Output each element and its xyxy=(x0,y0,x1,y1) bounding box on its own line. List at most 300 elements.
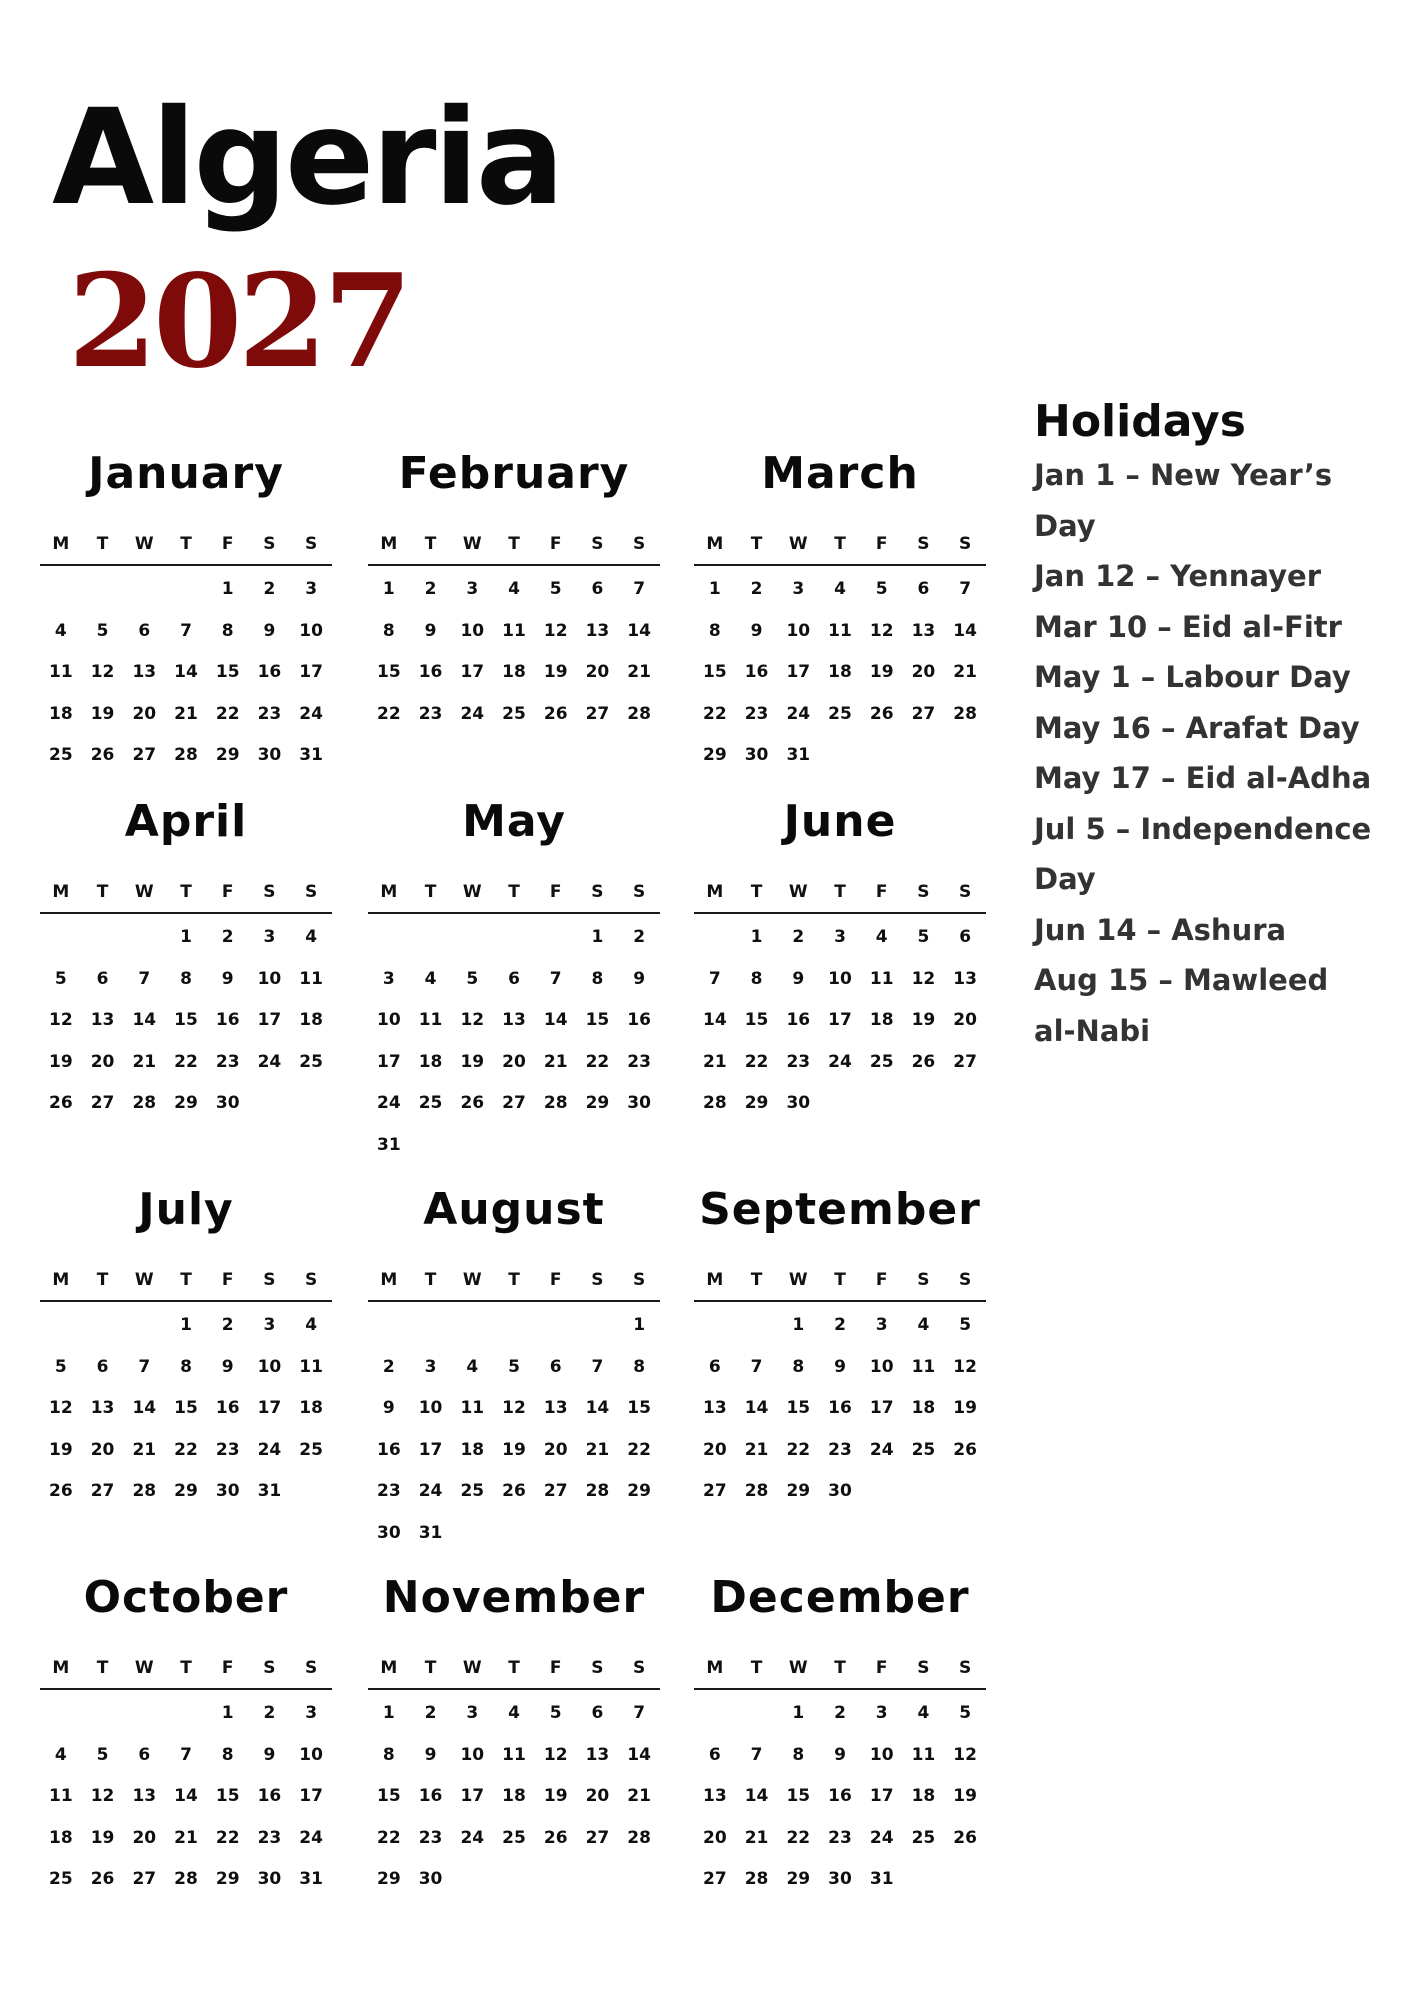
weekday-label: F xyxy=(875,882,888,902)
weekday-label: S xyxy=(263,882,276,902)
day-cell: 18 xyxy=(299,1010,323,1030)
day-cell: 14 xyxy=(543,1010,568,1030)
month-may xyxy=(368,796,660,1171)
weekday-label: S xyxy=(263,534,276,554)
day-cell: 5 xyxy=(549,1703,562,1723)
day-cell: 5 xyxy=(549,579,562,599)
day-cell: 31 xyxy=(869,1869,894,1889)
day-cell: 12 xyxy=(911,968,936,989)
day-cell: 22 xyxy=(744,1051,769,1072)
day-cell: 7 xyxy=(750,1356,763,1377)
holiday-list xyxy=(1034,450,1374,1056)
day-cell: 16 xyxy=(257,1786,282,1806)
day-cell: 6 xyxy=(959,927,972,947)
day-cell: 20 xyxy=(543,1439,568,1460)
weekday-header xyxy=(368,1658,660,1690)
day-cell: 10 xyxy=(828,968,852,989)
day-cell: 12 xyxy=(90,1786,115,1806)
empty-cell xyxy=(123,922,165,964)
day-cell: 24 xyxy=(257,1439,282,1460)
weekday-label: S xyxy=(917,1270,930,1290)
empty-cell xyxy=(82,1310,124,1352)
day-cell: 23 xyxy=(377,1481,401,1501)
day-cell: 6 xyxy=(508,968,520,989)
weekday-label: T xyxy=(424,1658,437,1678)
day-cell: 10 xyxy=(377,1010,401,1030)
empty-cell xyxy=(577,1310,619,1352)
day-cell: 18 xyxy=(299,1398,323,1418)
day-cell: 22 xyxy=(627,1439,651,1460)
day-cell: 19 xyxy=(953,1786,977,1806)
day-cell: 23 xyxy=(215,1051,240,1072)
day-cell: 21 xyxy=(174,1827,198,1848)
empty-cell xyxy=(82,922,124,964)
day-cell: 28 xyxy=(744,1481,769,1501)
day-cell: 14 xyxy=(627,620,651,641)
day-cell: 24 xyxy=(418,1481,443,1501)
weekday-header xyxy=(368,882,660,914)
weekday-label: W xyxy=(788,1658,808,1678)
month-title: July xyxy=(138,1184,234,1235)
weekday-label: S xyxy=(633,534,646,554)
day-grid xyxy=(368,1690,660,1906)
day-cell: 25 xyxy=(49,1869,73,1889)
day-cell: 22 xyxy=(786,1439,811,1460)
day-cell: 14 xyxy=(744,1786,769,1806)
day-cell: 17 xyxy=(869,1786,894,1806)
day-cell: 2 xyxy=(263,579,276,599)
weekday-label: W xyxy=(788,534,808,554)
day-cell: 5 xyxy=(875,579,888,599)
day-cell: 7 xyxy=(633,579,646,599)
day-cell: 16 xyxy=(257,662,282,682)
day-cell: 28 xyxy=(174,1869,198,1889)
day-cell: 12 xyxy=(49,1010,73,1030)
weekday-label: S xyxy=(263,1270,276,1290)
day-cell: 31 xyxy=(299,1869,323,1889)
day-cell: 14 xyxy=(174,662,198,682)
holiday-item: Aug 15 – Mawleed al-Nabi xyxy=(1034,963,1329,1048)
day-cell: 26 xyxy=(502,1481,526,1501)
day-cell: 5 xyxy=(508,1356,520,1377)
day-cell: 18 xyxy=(502,662,526,682)
weekday-label: S xyxy=(591,882,604,902)
day-cell: 17 xyxy=(786,662,811,682)
day-cell: 24 xyxy=(828,1051,852,1072)
day-cell: 14 xyxy=(627,1744,651,1765)
day-cell: 15 xyxy=(174,1398,198,1418)
day-cell: 2 xyxy=(750,579,763,599)
day-cell: 31 xyxy=(418,1522,443,1543)
weekday-label: M xyxy=(52,882,70,902)
weekday-label: F xyxy=(549,1270,562,1290)
weekday-label: S xyxy=(917,1658,930,1678)
weekday-label: T xyxy=(424,882,437,902)
day-cell: 11 xyxy=(502,1744,526,1765)
day-cell: 21 xyxy=(174,703,198,724)
day-cell: 27 xyxy=(585,1827,610,1848)
weekday-label: T xyxy=(180,534,192,554)
day-cell: 11 xyxy=(502,620,526,641)
day-cell: 13 xyxy=(953,968,977,989)
day-cell: 16 xyxy=(627,1010,651,1030)
day-cell: 9 xyxy=(263,1744,276,1765)
day-cell: 22 xyxy=(786,1827,811,1848)
day-cell: 1 xyxy=(221,579,234,599)
month-july xyxy=(40,1184,332,1518)
weekday-label: T xyxy=(834,534,846,554)
empty-cell xyxy=(40,1698,82,1740)
year-title: 2027 xyxy=(68,247,409,397)
day-cell: 4 xyxy=(54,620,67,641)
day-cell: 3 xyxy=(305,579,318,599)
day-cell: 11 xyxy=(911,1744,936,1765)
day-cell: 15 xyxy=(744,1010,769,1030)
day-cell: 7 xyxy=(180,1744,192,1765)
holiday-item: Jan 12 – Yennayer xyxy=(1034,559,1321,593)
empty-cell xyxy=(165,574,207,616)
day-cell: 1 xyxy=(633,1315,646,1335)
day-cell: 25 xyxy=(49,745,73,765)
day-cell: 4 xyxy=(834,579,846,599)
day-cell: 27 xyxy=(502,1093,526,1113)
month-april xyxy=(40,796,332,1130)
day-cell: 11 xyxy=(418,1010,443,1030)
weekday-label: T xyxy=(180,1270,192,1290)
day-cell: 1 xyxy=(591,927,604,947)
day-cell: 3 xyxy=(263,927,276,947)
day-cell: 18 xyxy=(869,1010,894,1030)
holiday-item: May 1 – Labour Day xyxy=(1034,660,1351,694)
day-cell: 17 xyxy=(460,1786,485,1806)
day-cell: 6 xyxy=(591,1703,604,1723)
day-cell: 26 xyxy=(869,703,894,724)
holiday-item: Jul 5 – Independence Day xyxy=(1034,811,1372,896)
day-cell: 20 xyxy=(585,1786,610,1806)
day-cell: 4 xyxy=(424,968,437,989)
day-cell: 26 xyxy=(49,1093,73,1113)
day-cell: 17 xyxy=(460,662,485,682)
day-cell: 26 xyxy=(49,1481,73,1501)
day-cell: 10 xyxy=(257,1356,282,1377)
day-cell: 27 xyxy=(132,1869,157,1889)
day-cell: 28 xyxy=(744,1869,769,1889)
weekday-label: M xyxy=(706,882,724,902)
day-cell: 19 xyxy=(911,1010,936,1030)
day-cell: 19 xyxy=(49,1439,73,1460)
day-cell: 18 xyxy=(911,1398,936,1418)
day-cell: 19 xyxy=(502,1439,526,1460)
day-cell: 9 xyxy=(834,1744,846,1765)
day-cell: 29 xyxy=(786,1481,811,1501)
day-cell: 18 xyxy=(49,1827,73,1848)
day-cell: 17 xyxy=(418,1439,443,1460)
day-cell: 9 xyxy=(792,968,805,989)
day-cell: 30 xyxy=(744,745,769,765)
weekday-label: T xyxy=(834,882,846,902)
day-cell: 27 xyxy=(543,1481,568,1501)
day-cell: 10 xyxy=(257,968,282,989)
day-cell: 8 xyxy=(591,968,604,989)
day-cell: 11 xyxy=(299,968,323,989)
weekday-header xyxy=(368,1270,660,1302)
day-cell: 9 xyxy=(834,1356,846,1377)
weekday-header xyxy=(40,1658,332,1690)
day-cell: 28 xyxy=(132,1093,157,1113)
weekday-label: T xyxy=(96,1658,109,1678)
month-title: May xyxy=(462,796,566,847)
day-cell: 5 xyxy=(54,1356,67,1377)
day-cell: 26 xyxy=(90,1869,115,1889)
day-cell: 4 xyxy=(508,1703,520,1723)
day-cell: 7 xyxy=(591,1356,604,1377)
day-cell: 11 xyxy=(869,968,894,989)
day-cell: 18 xyxy=(49,703,73,724)
weekday-label: S xyxy=(591,1658,604,1678)
day-cell: 22 xyxy=(585,1051,610,1072)
day-cell: 8 xyxy=(792,1356,805,1377)
weekday-label: T xyxy=(96,882,109,902)
day-cell: 30 xyxy=(215,1481,240,1501)
month-title: October xyxy=(83,1572,289,1623)
day-grid xyxy=(694,914,986,1130)
day-cell: 12 xyxy=(49,1398,73,1418)
empty-cell xyxy=(451,922,493,964)
day-cell: 23 xyxy=(257,703,282,724)
day-cell: 9 xyxy=(633,968,646,989)
weekday-header xyxy=(694,534,986,566)
day-cell: 29 xyxy=(215,745,240,765)
weekday-label: W xyxy=(134,882,154,902)
empty-cell xyxy=(40,922,82,964)
weekday-label: T xyxy=(180,1658,192,1678)
weekday-label: T xyxy=(96,1270,109,1290)
empty-cell xyxy=(123,1698,165,1740)
day-cell: 4 xyxy=(917,1315,930,1335)
day-cell: 26 xyxy=(953,1439,977,1460)
day-cell: 8 xyxy=(792,1744,805,1765)
month-title: February xyxy=(398,448,630,499)
day-cell: 14 xyxy=(132,1398,157,1418)
day-cell: 12 xyxy=(460,1010,485,1030)
day-grid xyxy=(368,566,660,740)
day-cell: 7 xyxy=(138,968,151,989)
weekday-label: S xyxy=(591,534,604,554)
empty-cell xyxy=(82,574,124,616)
day-cell: 20 xyxy=(703,1827,727,1848)
weekday-label: W xyxy=(462,1270,482,1290)
day-cell: 5 xyxy=(54,968,67,989)
weekday-label: F xyxy=(549,1658,562,1678)
day-cell: 29 xyxy=(786,1869,811,1889)
day-cell: 23 xyxy=(828,1827,852,1848)
month-title: March xyxy=(761,448,919,499)
day-cell: 4 xyxy=(508,579,520,599)
day-cell: 20 xyxy=(953,1010,977,1030)
day-cell: 24 xyxy=(460,703,485,724)
holidays-title: Holidays xyxy=(1034,396,1246,447)
holiday-item: Jan 1 – New Year’s Day xyxy=(1034,458,1333,543)
day-cell: 24 xyxy=(257,1051,282,1072)
day-cell: 25 xyxy=(911,1439,936,1460)
day-cell: 22 xyxy=(215,703,240,724)
day-cell: 30 xyxy=(828,1481,852,1501)
day-cell: 16 xyxy=(418,662,443,682)
day-cell: 2 xyxy=(382,1356,395,1377)
day-cell: 17 xyxy=(828,1010,852,1030)
weekday-label: W xyxy=(788,1270,808,1290)
day-cell: 13 xyxy=(90,1398,115,1418)
weekday-label: F xyxy=(221,1270,234,1290)
day-cell: 23 xyxy=(215,1439,240,1460)
day-cell: 17 xyxy=(257,1398,282,1418)
day-cell: 3 xyxy=(466,579,479,599)
empty-cell xyxy=(123,574,165,616)
weekday-header xyxy=(694,1270,986,1302)
day-cell: 11 xyxy=(828,620,852,641)
day-cell: 11 xyxy=(299,1356,323,1377)
day-cell: 4 xyxy=(917,1703,930,1723)
day-cell: 22 xyxy=(174,1439,198,1460)
day-cell: 5 xyxy=(466,968,479,989)
day-cell: 1 xyxy=(792,1703,805,1723)
day-cell: 7 xyxy=(549,968,562,989)
day-cell: 25 xyxy=(299,1439,323,1460)
day-cell: 19 xyxy=(49,1051,73,1072)
day-cell: 8 xyxy=(633,1356,646,1377)
month-september xyxy=(694,1184,986,1518)
day-cell: 5 xyxy=(959,1703,972,1723)
day-cell: 28 xyxy=(703,1093,727,1113)
day-cell: 21 xyxy=(132,1051,157,1072)
weekday-label: T xyxy=(750,1658,763,1678)
day-cell: 7 xyxy=(180,620,192,641)
day-cell: 25 xyxy=(911,1827,936,1848)
day-cell: 8 xyxy=(382,1744,395,1765)
day-cell: 27 xyxy=(132,745,157,765)
day-cell: 9 xyxy=(750,620,763,641)
day-cell: 3 xyxy=(834,927,846,947)
empty-cell xyxy=(410,1310,452,1352)
day-cell: 27 xyxy=(90,1093,115,1113)
day-cell: 24 xyxy=(299,1827,323,1848)
day-cell: 4 xyxy=(54,1744,67,1765)
day-cell: 1 xyxy=(180,1315,192,1335)
day-cell: 29 xyxy=(174,1093,198,1113)
day-cell: 14 xyxy=(585,1398,610,1418)
weekday-label: M xyxy=(380,534,398,554)
weekday-label: M xyxy=(380,1270,398,1290)
day-cell: 1 xyxy=(382,579,395,599)
day-cell: 14 xyxy=(744,1398,769,1418)
weekday-label: F xyxy=(221,882,234,902)
day-cell: 31 xyxy=(377,1134,401,1155)
day-cell: 25 xyxy=(869,1051,894,1072)
day-cell: 24 xyxy=(299,703,323,724)
day-cell: 10 xyxy=(460,1744,485,1765)
day-cell: 3 xyxy=(424,1356,437,1377)
day-cell: 17 xyxy=(299,662,323,682)
day-grid xyxy=(40,1690,332,1906)
weekday-label: S xyxy=(305,1270,318,1290)
weekday-label: T xyxy=(750,882,763,902)
empty-cell xyxy=(123,1310,165,1352)
day-cell: 15 xyxy=(786,1786,811,1806)
empty-cell xyxy=(82,1698,124,1740)
day-cell: 11 xyxy=(911,1356,936,1377)
month-title: January xyxy=(88,448,284,499)
day-cell: 6 xyxy=(96,968,109,989)
empty-cell xyxy=(165,1698,207,1740)
day-cell: 17 xyxy=(257,1010,282,1030)
day-cell: 27 xyxy=(703,1869,727,1889)
day-cell: 27 xyxy=(585,703,610,724)
weekday-label: M xyxy=(706,1270,724,1290)
weekday-label: S xyxy=(305,534,318,554)
day-cell: 21 xyxy=(585,1439,610,1460)
month-title: June xyxy=(783,796,897,847)
day-cell: 15 xyxy=(703,662,727,682)
weekday-label: F xyxy=(875,1270,888,1290)
day-cell: 9 xyxy=(382,1398,395,1418)
day-cell: 16 xyxy=(418,1786,443,1806)
day-cell: 20 xyxy=(132,703,157,724)
day-cell: 22 xyxy=(703,703,727,724)
day-grid xyxy=(368,914,660,1171)
day-cell: 12 xyxy=(543,620,568,641)
month-title: September xyxy=(699,1184,981,1235)
weekday-label: M xyxy=(52,1270,70,1290)
empty-cell xyxy=(694,1310,736,1352)
day-cell: 26 xyxy=(90,745,115,765)
day-cell: 6 xyxy=(96,1356,109,1377)
weekday-label: T xyxy=(750,534,763,554)
day-cell: 18 xyxy=(460,1439,485,1460)
day-cell: 3 xyxy=(382,968,395,989)
day-cell: 6 xyxy=(708,1356,721,1377)
day-cell: 19 xyxy=(953,1398,977,1418)
day-cell: 10 xyxy=(869,1744,894,1765)
weekday-label: T xyxy=(834,1658,846,1678)
weekday-label: S xyxy=(633,1658,646,1678)
weekday-label: T xyxy=(508,1270,520,1290)
day-cell: 30 xyxy=(377,1522,401,1543)
day-cell: 20 xyxy=(703,1439,727,1460)
day-cell: 7 xyxy=(138,1356,151,1377)
empty-cell xyxy=(40,1310,82,1352)
day-cell: 22 xyxy=(174,1051,198,1072)
day-cell: 15 xyxy=(215,1786,240,1806)
day-cell: 18 xyxy=(828,662,852,682)
day-cell: 2 xyxy=(792,927,805,947)
day-cell: 10 xyxy=(460,620,485,641)
month-title: August xyxy=(423,1184,605,1235)
day-cell: 9 xyxy=(424,1744,437,1765)
day-cell: 26 xyxy=(911,1051,936,1072)
day-cell: 23 xyxy=(744,703,769,724)
weekday-label: W xyxy=(462,534,482,554)
empty-cell xyxy=(410,922,452,964)
weekday-label: T xyxy=(424,1270,437,1290)
day-grid xyxy=(694,1690,986,1906)
weekday-label: M xyxy=(380,882,398,902)
day-cell: 2 xyxy=(424,579,437,599)
day-cell: 28 xyxy=(132,1481,157,1501)
empty-cell xyxy=(694,1698,736,1740)
day-cell: 16 xyxy=(215,1398,240,1418)
day-cell: 30 xyxy=(627,1093,651,1113)
holiday-item: May 16 – Arafat Day xyxy=(1034,710,1360,745)
